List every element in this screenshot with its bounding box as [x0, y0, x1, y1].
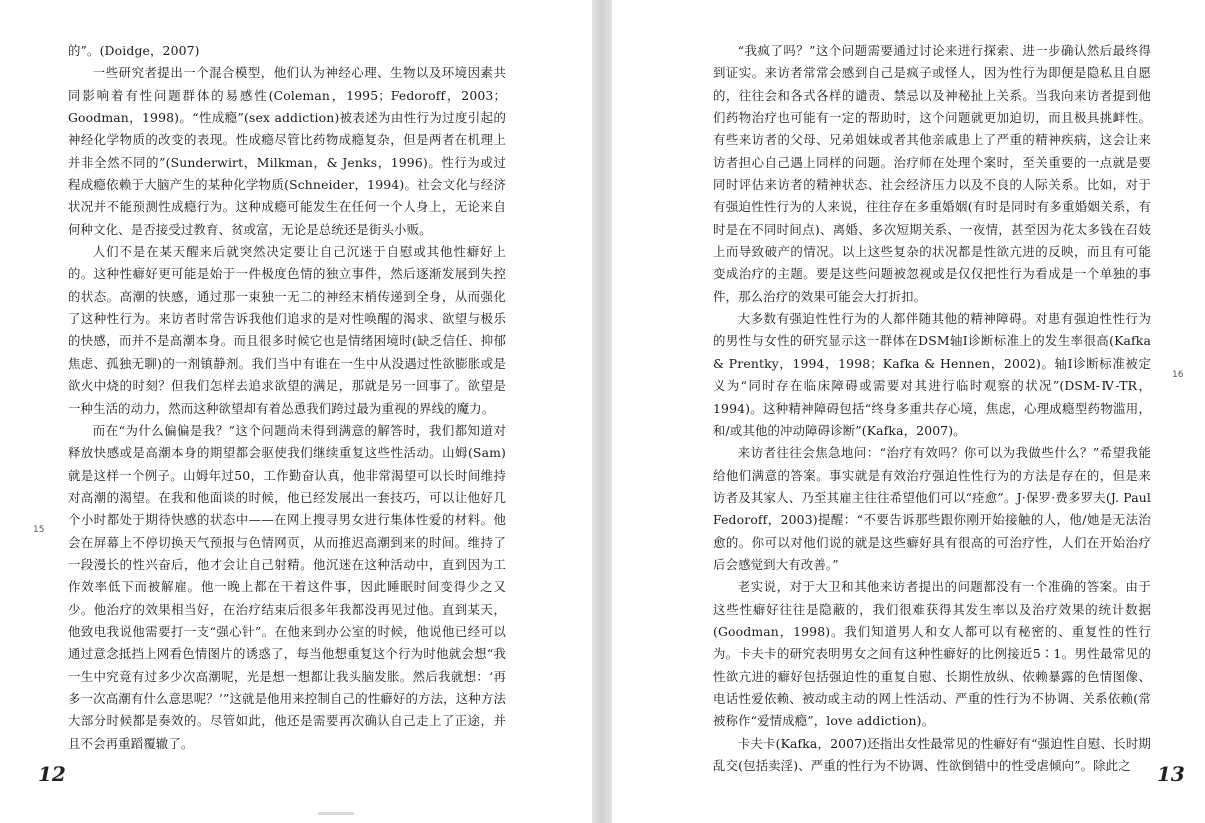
paragraph: 卡夫卡(Kafka，2007)还指出女性最常见的性癖好有“强迫性自慰、长时期乱交(包括卖淫)、严重的性行为不协调、性欲倒错中的性受虐倾向”。除此之 [713, 735, 1151, 773]
line-number-marker: 16 [1172, 370, 1184, 380]
paragraph: 来访者往往会焦急地问：“治疗有效吗？你可以为我做些什么？”希望我能给他们满意的答案。事实就是有效治疗强迫性性行为的方法是存在的，但是来访者及其家人、乃至其雇主往往希望他们可以“痊愈”。J·保罗·费多罗夫(J. Paul Fedoroff，2003)提醒：“不要告诉那些跟你刚开始接触的人，他/她是无法治愈的。你可以对他们说的就是这些癖好具有很高的可治疗性，人们在开始治疗后会感觉到大有改善。” [713, 445, 1151, 572]
page-number: 12 [38, 762, 66, 786]
left-page-body [68, 40, 506, 755]
right-page [612, 0, 1205, 823]
paragraph: 大多数有强迫性性行为的人都伴随其他的精神障碍。对患有强迫性性行为的男性与女性的研究显示这一群体在DSM轴Ⅰ诊断标准上的发生率很高(Kafka & Prentky，1994，1998；Kafka & Hennen，2002)。轴Ⅰ诊断标准被定义为“同时存在临床障碍或需要对其进行临时观察的状况”(DSM-Ⅳ-TR，1994)。这种精神障碍包括“终身多重共存心境，焦虑，心理成瘾型药物滥用，和/或其他的冲动障碍诊断”(Kafka，2007)。 [713, 311, 1151, 438]
paragraph: “我疯了吗？”这个问题需要通过讨论来进行探索、进一步确认然后最终得到证实。来访者常常会感到自己是疯子或怪人，因为性行为即便是隐私且自愿的，往往会和各式各样的谴责、禁忌以及神秘扯上关系。当我向来访者提到他们药物治疗也可能有一定的帮助时，这个问题就更加迫切，而且极具挑衅性。有些来访者的父母、兄弟姐妹或者其他亲戚患上了严重的精神疾病，这会让来访者担心自己遇上同样的问题。治疗师在处理个案时，至关重要的一点就是要同时评估来访者的精神状态、社会经济压力以及不良的人际关系。比如，对于有强迫性性行为的人来说，往往存在多重婚姻(有时是同时有多重婚姻关系，有时是在不同时间点)、离婚、多次短期关系、一夜情，甚至因为花太多钱在召妓上而导致破产的情况。以上这些复杂的状况都是性欲亢进的反映，而且有可能变成治疗的主题。要是这些问题被忽视或是仅仅把性行为看成是一个单独的事件，那么治疗的效果可能会大打折扣。 [713, 43, 1151, 304]
line-number-marker: 15 [33, 525, 45, 535]
paragraph: 老实说，对于大卫和其他来访者提出的问题都没有一个准确的答案。由于这些性癖好往往是隐蔽的，我们很难获得其发生率以及治疗效果的统计数据(Goodman，1998)。我们知道男人和女人都可以有秘密的、重复性的性行为。卡夫卡的研究表明男女之间有这种性癖好的比例接近5∶1。男性最常见的性欲亢进的癖好包括强迫性的重复自慰、长期性放纵、依赖暴露的色情图像、电话性爱依赖、被动或主动的网上性活动、严重的性行为不协调、关系依赖(常被称作“爱情成瘾”，love addiction)。 [713, 579, 1151, 729]
book-gutter [592, 0, 612, 823]
paragraph: 而在“为什么偏偏是我？”这个问题尚未得到满意的解答时，我们都知道对释放快感或是高潮本身的期望都会驱使我们继续重复这些性活动。山姆(Sam)就是这样一个例子。山姆年过50，工作勤奋认真，他非常渴望可以长时间维持对高潮的渴望。在我和他面谈的时候，他已经发展出一套技巧，可以让他好几个小时都处于期待快感的状态中——在网上搜寻男女进行集体性爱的材料。他会在屏幕上不停切换天气预报与色情网页，从而推迟高潮到来的时间。维持了一段漫长的性兴奋后，他才会让自己射精。他沉迷在这种活动中，直到因为工作效率低下而被解雇。他一晚上都在干着这件事，因此睡眠时间变得少之又少。他治疗的效果相当好，在治疗结束后很多年我都没再见过他。直到某天，他致电我说他需要打一支“强心针”。在他来到办公室的时候，他说他已经可以通过意念抵挡上网看色情图片的诱惑了，每当他想重复这个行为时他就会想“我一生中究竟有过多少次高潮呢，光是想一想都让我头脑发胀。然后我就想：‘再多一次高潮有什么意思呢？’”这就是他用来控制自己的性癖好的方法，这种方法大部分时候都是奏效的。尽管如此，他还是需要再次确认自己走上了正途，并且不会再重蹈覆辙了。 [68, 422, 506, 751]
paragraph: 的”。(Doidge，2007) [68, 43, 200, 58]
paragraph: 一些研究者提出一个混合模型，他们认为神经心理、生物以及环境因素共同影响着有性问题群体的易感性(Coleman，1995；Fedoroff，2003；Goodman，1998)。“性成瘾”(sex addiction)被表述为由性行为过度引起的神经化学物质的改变的表现。性成瘾尽管比药物成瘾复杂，但是两者在机理上并非全然不同的”(Sunderwirt，Milkman，& Jenks，1996)。性行为或过程成瘾依赖于大脑产生的某种化学物质(Schneider，1994)。社会文化与经济状况并不能预测性成瘾行为。这种成瘾可能发生在任何一个人身上，无论来自何种文化、是否接受过教育、贫或富，无论是总统还是街头小贩。 [68, 65, 506, 237]
paragraph: 人们不是在某天醒来后就突然决定要让自己沉迷于自慰或其他性癖好上的。这种性癖好更可能是始于一件极度色情的独立事件，然后逐渐发展到失控的状态。高潮的快感，通过那一束独一无二的神经末梢传递到全身，从而强化了这种性行为。来访者时常告诉我他们追求的是对性唤醒的渴求、欲望与极乐的快感，而并不是高潮本身。而且很多时候它也是情绪困境时(缺乏信任、抑郁焦虑、孤独无聊)的一剂镇静剂。我们当中有谁在一生中从没遇过性欲膨胀或是欲火中烧的时刻？但我们怎样去追求欲望的满足，那就是另一回事了。欲望是一种生活的动力，然而这种欲望却有着怂恿我们跨过最为重视的界线的魔力。 [68, 244, 506, 416]
right-page-body [713, 40, 1151, 777]
left-page [0, 0, 592, 823]
scan-artifact [318, 812, 354, 815]
page-number: 13 [1157, 762, 1185, 786]
